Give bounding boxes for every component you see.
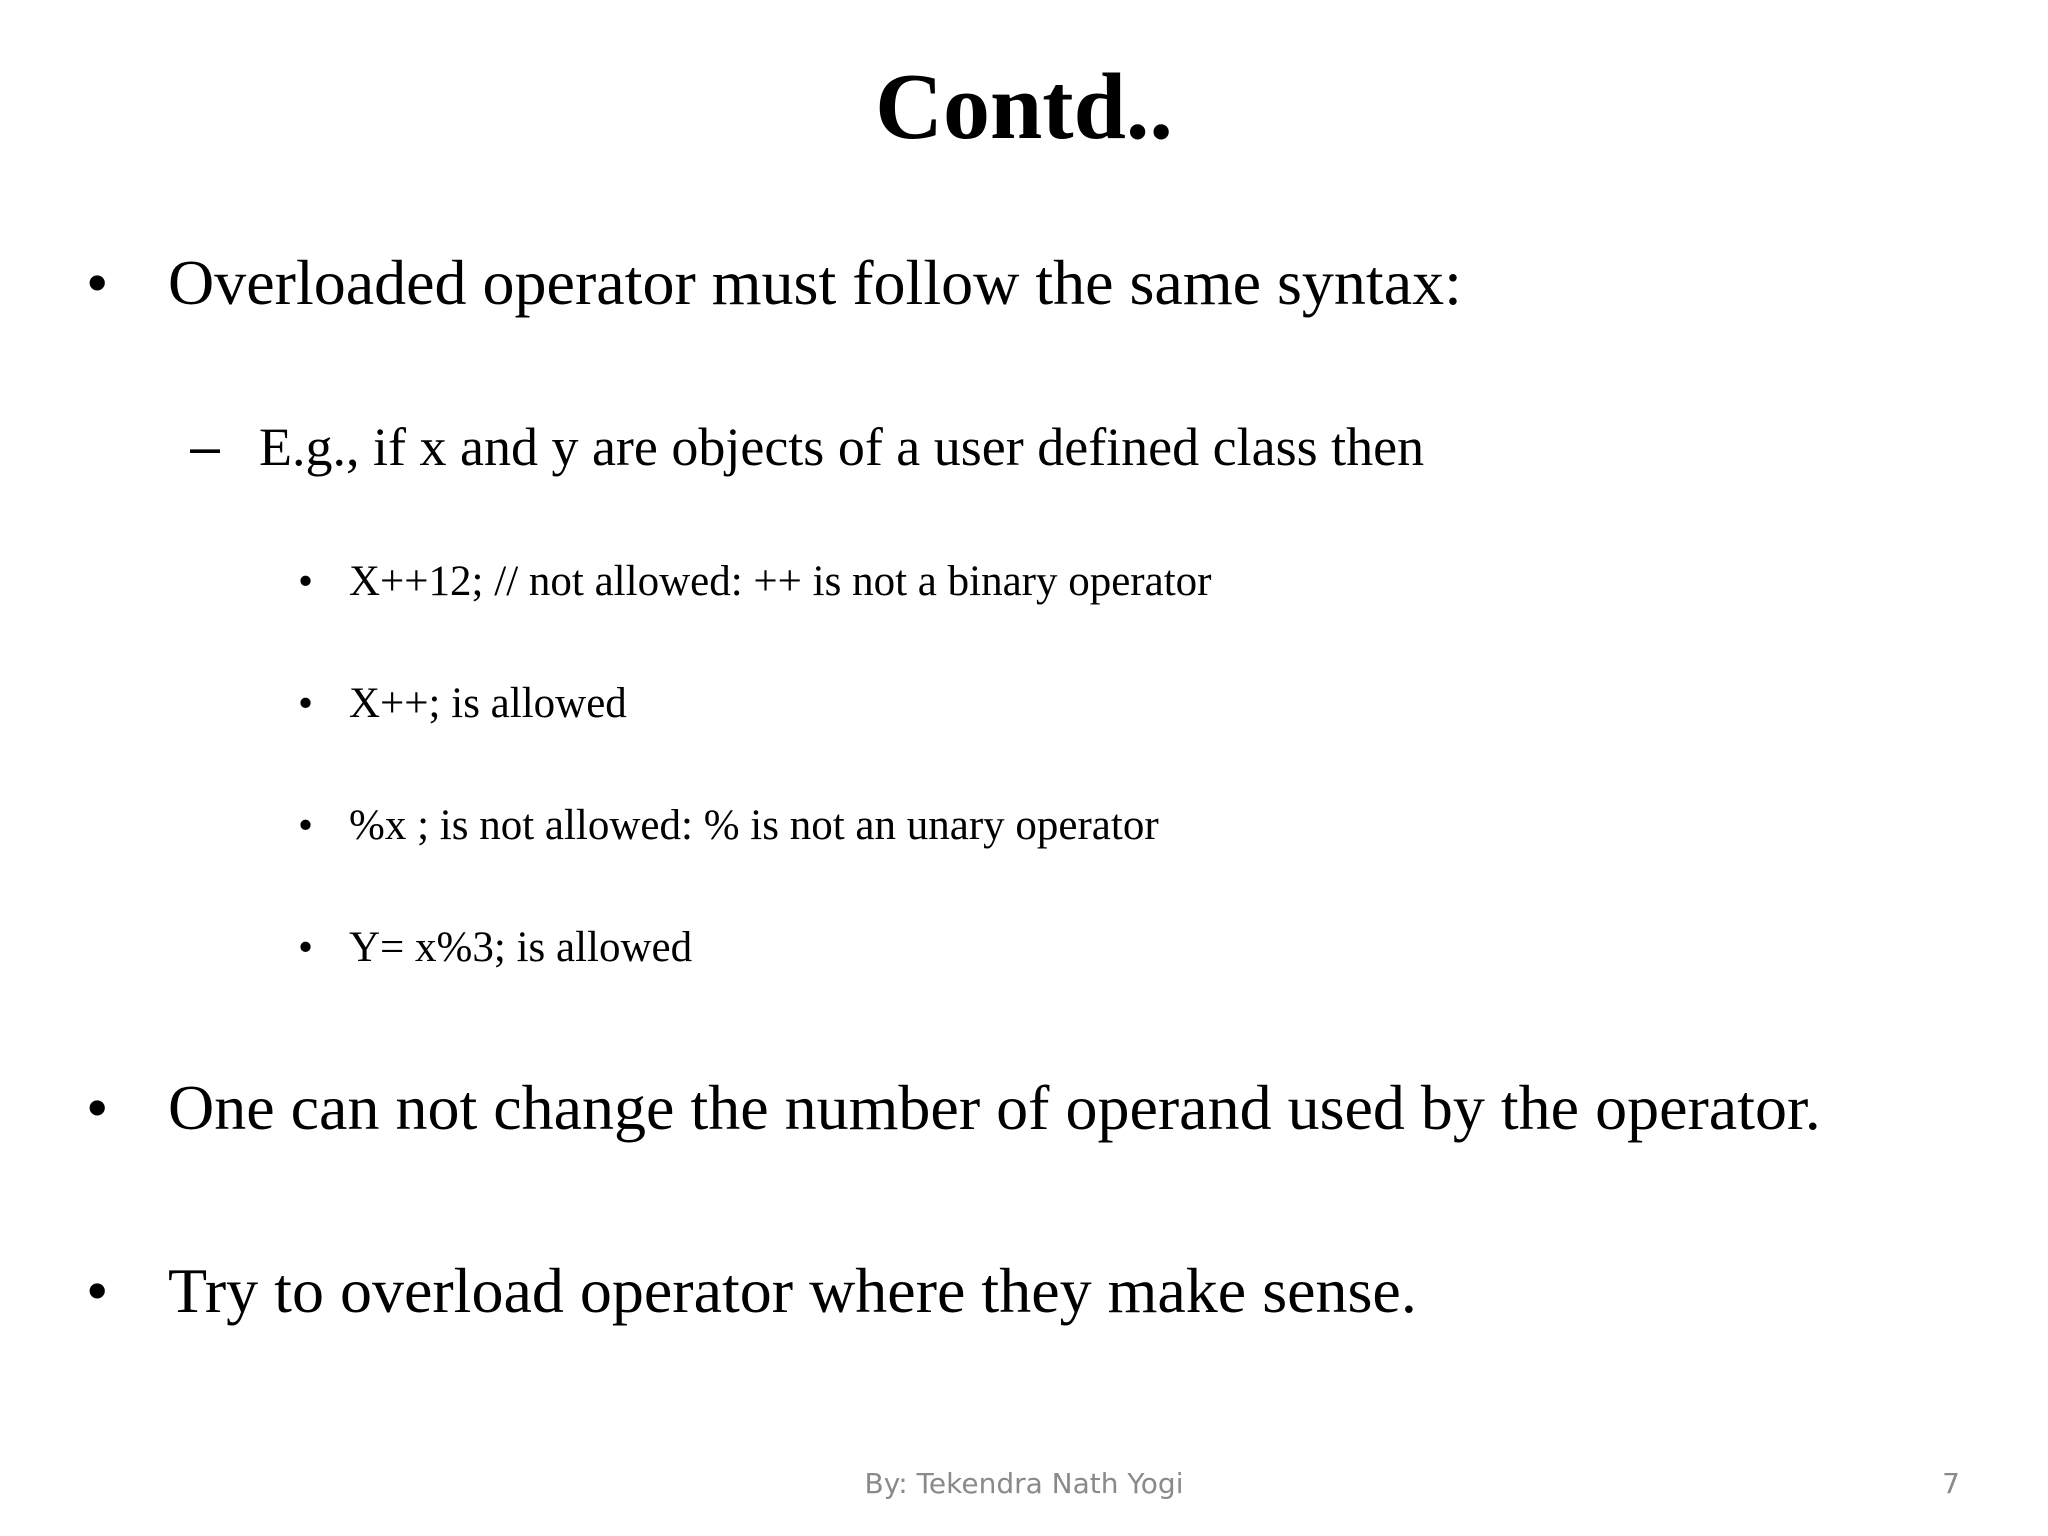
bullet-marker: • (298, 680, 314, 727)
bullet-marker: • (86, 1072, 109, 1143)
footer-author: By: Tekendra Nath Yogi (864, 1467, 1184, 1500)
bullet-marker: • (298, 802, 314, 849)
sub-bullet-text: E.g., if x and y are objects of a user defined class then (259, 417, 1425, 477)
bullet-marker: • (298, 924, 314, 971)
page-number: 7 (1942, 1467, 1960, 1500)
dash-marker: – (190, 417, 221, 477)
sub-sub-bullet-text: X++; is allowed (349, 680, 627, 727)
sub-sub-bullet-text: Y= x%3; is allowed (349, 924, 693, 971)
bullet-marker: • (86, 247, 109, 318)
bullet-marker: • (298, 558, 314, 605)
bullet-text: Try to overload operator where they make sense. (168, 1255, 1417, 1326)
bullet-marker: • (86, 1255, 109, 1326)
slide-title: Contd.. (875, 55, 1173, 159)
sub-sub-bullet-text: X++12; // not allowed: ++ is not a binary operator (349, 558, 1212, 605)
bullet-text: Overloaded operator must follow the same syntax: (168, 247, 1462, 318)
sub-sub-bullet-text: %x ; is not allowed: % is not an unary operator (349, 802, 1159, 849)
bullet-text: One can not change the number of operand used by the operator. (168, 1072, 1821, 1143)
